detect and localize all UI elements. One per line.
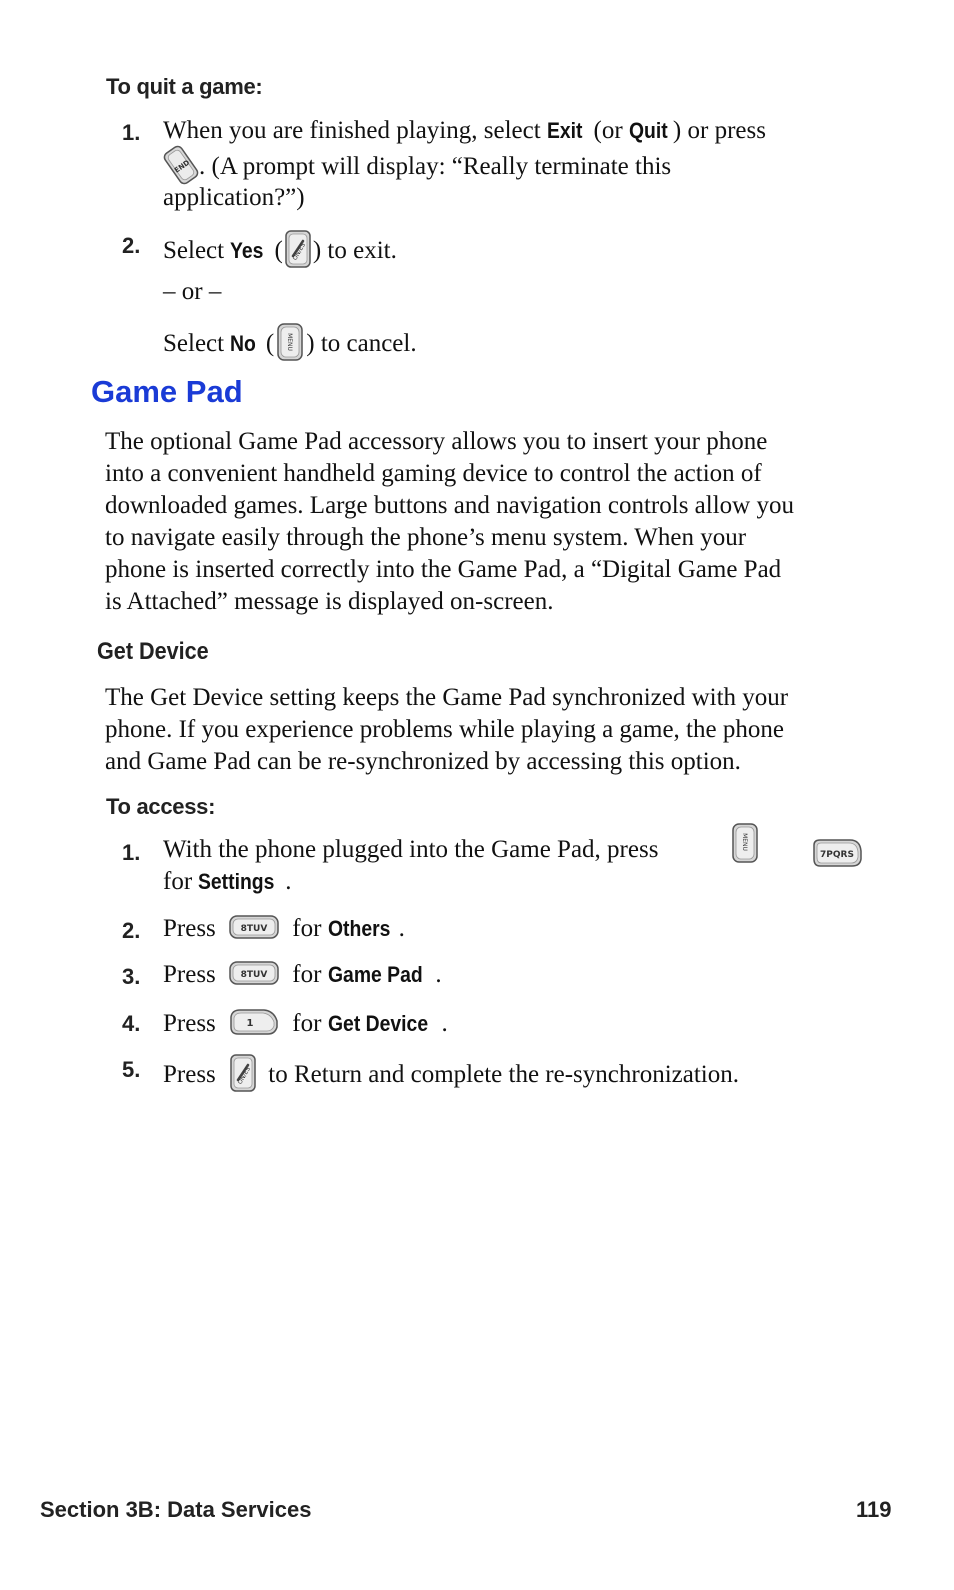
exit-label: Exit: [546, 118, 583, 143]
quit-step-2: Select Yes ( ON/ES ) to exit.: [163, 229, 397, 276]
game-pad-label: Game Pad: [327, 962, 423, 988]
talk-key-icon: [283, 229, 313, 276]
8tuv-key-icon: [228, 914, 280, 947]
yes-label: Yes: [230, 238, 264, 264]
access-step-5: Press ON/ES to Return and complete the re-synchronization.: [163, 1053, 739, 1100]
get-device-label: Get Device: [327, 1011, 428, 1037]
step-number: 4.: [122, 1011, 141, 1036]
get-device-paragraph: The Get Device setting keeps the Game Pad synchronized with your phone. If you experience problems while playing a game, the phone and Game Pad can be re-synchronized by accessing this option.: [105, 684, 789, 775]
access-heading: To access:: [106, 794, 216, 819]
svg-text:7PQRS: 7PQRS: [820, 850, 854, 860]
quit-alt-step: Select No ( MENU ) to cancel.: [163, 322, 417, 369]
quit-heading: To quit a game:: [106, 74, 263, 99]
svg-text:MENU: MENU: [741, 833, 748, 851]
step-number: 5.: [122, 1057, 141, 1082]
menu-key-icon: [274, 322, 306, 369]
others-label: Others: [327, 916, 391, 942]
step-number: 1.: [122, 840, 141, 865]
quit-step-1-line-3: application?”): [163, 184, 305, 211]
step-number: 2.: [122, 233, 141, 258]
svg-text:8TUV: 8TUV: [240, 924, 268, 934]
access-step-1-line-2: for Settings .: [163, 868, 292, 895]
footer-section: Section 3B: Data Services: [40, 1497, 312, 1522]
svg-text:END: END: [173, 158, 192, 175]
game-pad-paragraph: The optional Game Pad accessory allows you to insert your phone into a convenient handheld gaming device to control the action of downloaded games. Large buttons and navigation controls allow you to navigate easily through the phone’s menu system. When your phone is inserted correctly into the Game Pad, a “Digital Game Pad is Attached” message is displayed on-screen.: [105, 428, 794, 615]
svg-text:MENU: MENU: [286, 333, 294, 351]
svg-text:ON/ES: ON/ES: [236, 1065, 253, 1086]
section-title: Game Pad: [91, 374, 243, 409]
talk-key-icon: [228, 1053, 258, 1100]
step-number: 2.: [122, 918, 141, 943]
quit-step-1-line-2: END . (A prompt will display: “Really terminate this: [163, 144, 671, 193]
svg-text:1: 1: [246, 1018, 254, 1029]
quit-step-1-line-1: When you are finished playing, select Exit (or Quit ) or press: [163, 117, 766, 144]
menu-key-icon: [729, 822, 761, 869]
step-number: 3.: [122, 964, 141, 989]
svg-text:ON/ES: ON/ES: [291, 241, 307, 262]
or-separator: – or –: [163, 278, 222, 305]
get-device-heading: Get Device: [97, 638, 209, 665]
1-key-icon: [228, 1007, 280, 1044]
settings-label: Settings: [198, 869, 275, 894]
no-label: No: [230, 331, 257, 357]
page-number: 119: [856, 1497, 892, 1522]
step-number: 1.: [122, 120, 141, 145]
access-step-1-line-1: With the phone plugged into the Game Pad, press: [163, 836, 659, 863]
svg-text:8TUV: 8TUV: [240, 970, 268, 980]
access-step-2: Press 8TUV for Others .: [163, 914, 405, 947]
7pqrs-key-icon: [810, 837, 864, 874]
access-step-4: Press 1 for Get Device .: [163, 1007, 448, 1044]
quit-label: Quit: [628, 118, 668, 143]
access-step-3: Press 8TUV for Game Pad .: [163, 960, 442, 993]
8tuv-key-icon: [228, 960, 280, 993]
